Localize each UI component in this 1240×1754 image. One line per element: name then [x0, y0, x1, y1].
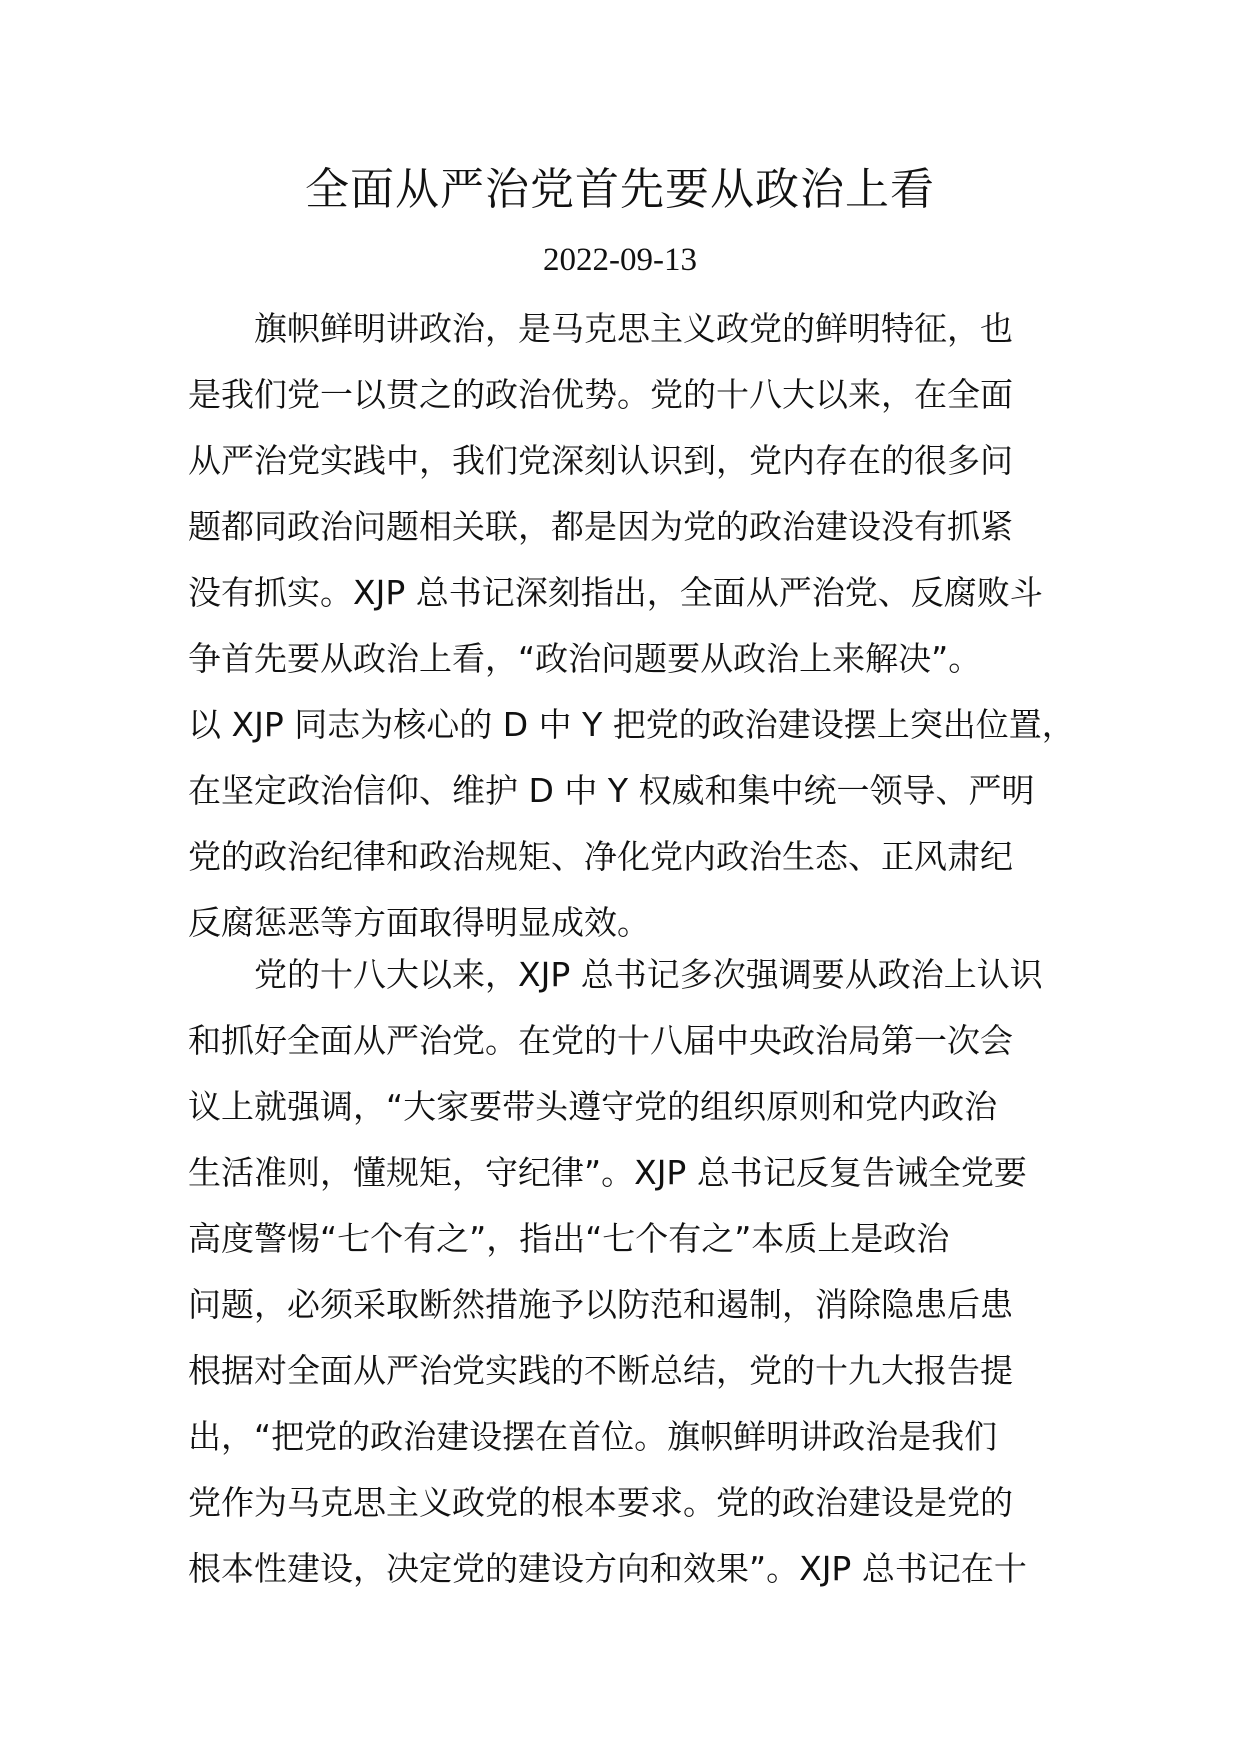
paragraph-line: 党的十八大以来，XJP 总书记多次强调要从政治上认识	[188, 955, 1043, 994]
paragraph-line: 没有抓实。XJP 总书记深刻指出，全面从严治党、反腐败斗	[188, 573, 1043, 612]
paragraph-line: 争首先要从政治上看，“政治问题要从政治上来解决”。	[188, 639, 982, 678]
paragraph-line: 党的政治纪律和政治规矩、净化党内政治生态、正风肃纪	[188, 837, 1013, 876]
paragraph-line: 反腐惩恶等方面取得明显成效。	[188, 903, 650, 942]
document-title: 全面从严治党首先要从政治上看	[305, 164, 935, 215]
paragraph-line: 生活准则，懂规矩，守纪律”。XJP 总书记反复告诫全党要	[188, 1153, 1027, 1192]
paragraph-line: 和抓好全面从严治党。在党的十八届中央政治局第一次会	[188, 1021, 1013, 1060]
paragraph-line: 问题，必须采取断然措施予以防范和遏制，消除隐患后患	[188, 1285, 1013, 1324]
paragraph-line: 以 XJP 同志为核心的 D 中 Y 把党的政治建设摆上突出位置，	[188, 705, 1075, 744]
paragraph-line: 议上就强调，“大家要带头遵守党的组织原则和党内政治	[188, 1087, 998, 1126]
paragraph-line: 根本性建设，决定党的建设方向和效果”。XJP 总书记在十	[188, 1549, 1027, 1588]
document-date: 2022-09-13	[543, 242, 697, 278]
paragraph-line: 是我们党一以贯之的政治优势。党的十八大以来，在全面	[188, 375, 1013, 414]
paragraph-line: 根据对全面从严治党实践的不断总结，党的十九大报告提	[188, 1351, 1013, 1390]
paragraph-2	[188, 942, 1068, 1602]
paragraph-line: 在坚定政治信仰、维护 D 中 Y 权威和集中统一领导、严明	[188, 771, 1035, 810]
paragraph-line: 出，“把党的政治建设摆在首位。旗帜鲜明讲政治是我们	[188, 1417, 998, 1456]
paragraph-line: 旗帜鲜明讲政治，是马克思主义政党的鲜明特征，也	[188, 309, 1013, 348]
paragraph-1	[188, 296, 1075, 956]
paragraph-line: 从严治党实践中，我们党深刻认识到，党内存在的很多问	[188, 441, 1013, 480]
paragraph-line: 题都同政治问题相关联，都是因为党的政治建设没有抓紧	[188, 507, 1013, 546]
paragraph-line: 党作为马克思主义政党的根本要求。党的政治建设是党的	[188, 1483, 1013, 1522]
paragraph-line: 高度警惕“七个有之”，指出“七个有之”本质上是政治	[188, 1219, 950, 1258]
